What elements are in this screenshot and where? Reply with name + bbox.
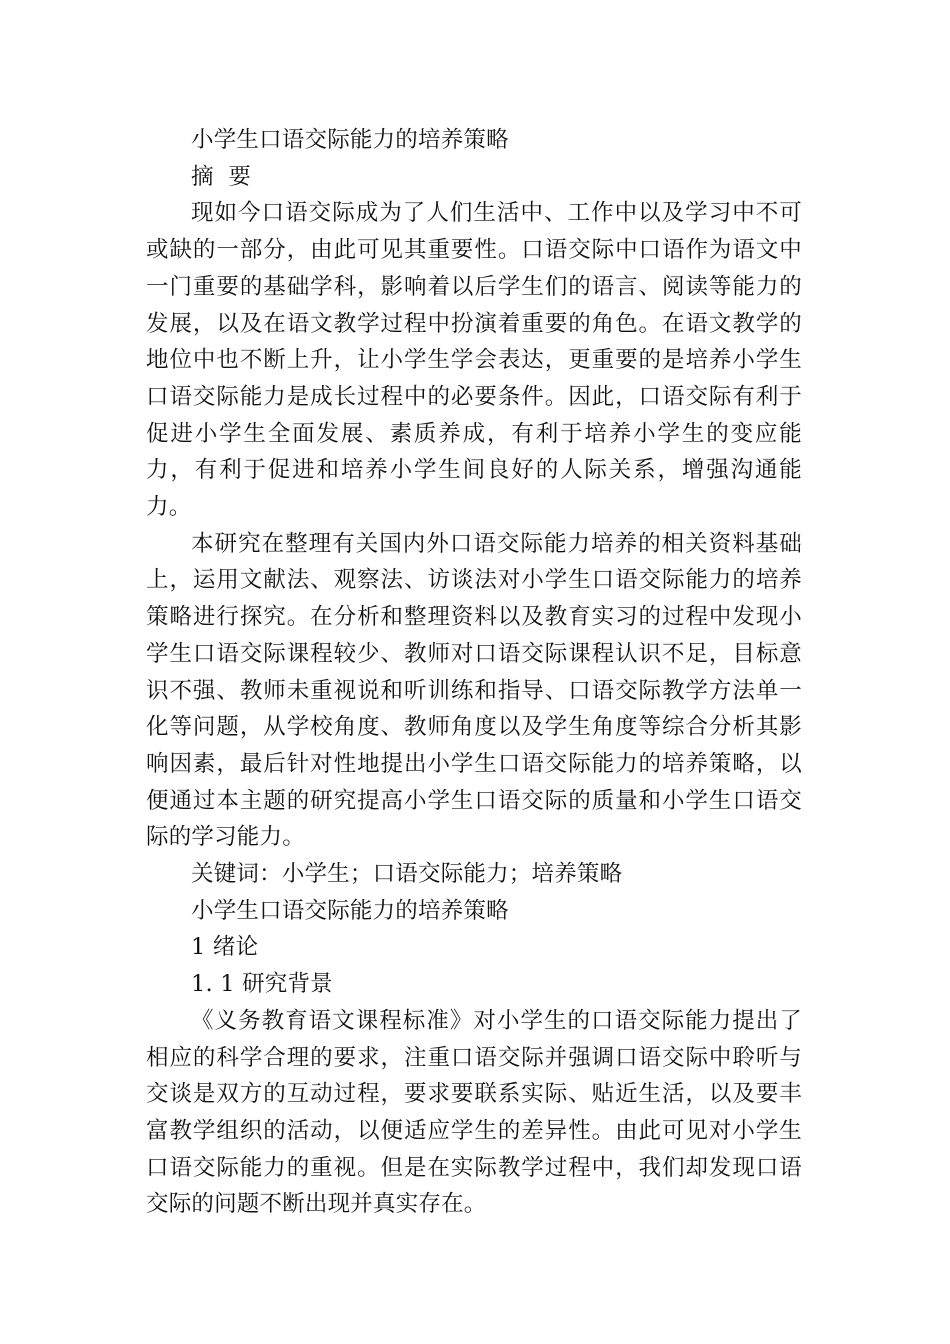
keywords-line: 关键词：小学生；口语交际能力；培养策略 bbox=[191, 861, 623, 888]
section-heading: 1 绪论 bbox=[191, 934, 259, 961]
abstract-paragraph: 现如今口语交际成为了人们生活中、工作中以及学习中不可或缺的一部分，由此可见其重要性。口语交际中口语作为语文中一门重要的基础学科，影响着以后学生们的语言、阅读等能力的发展，以及在语文教学过程中扮演着重要的角色。在语文教学的地位中也不断上升，让小学生学会表达，更重要的是培养小学生口语交际能力是成长过程中的必要条件。因此，口语交际有利于促进小学生全面发展、素质养成，有利于培养小学生的变应能力，有利于促进和培养小学生间良好的人际关系，增强沟通能力。 bbox=[146, 200, 802, 521]
abstract-paragraph: 本研究在整理有关国内外口语交际能力培养的相关资料基础上，运用文献法、观察法、访谈法对小学生口语交际能力的培养策略进行探究。在分析和整理资料以及教育实习的过程中发现小学生口语交际课程较少、教师对口语交际课程认识不足，目标意识不强、教师未重视说和听训练和指导、口语交际教学方法单一化等问题，从学校角度、教师角度以及学生角度等综合分析其影响因素，最后针对性地提出小学生口语交际能力的培养策略，以便通过本主题的研究提高小学生口语交际的质量和小学生口语交际的学习能力。 bbox=[146, 530, 802, 851]
subsection-heading: 1. 1 研究背景 bbox=[191, 971, 333, 998]
document-title-repeat: 小学生口语交际能力的培养策略 bbox=[191, 897, 509, 924]
abstract-heading: 摘 要 bbox=[191, 163, 252, 190]
body-paragraph: 《义务教育语文课程标准》对小学生的口语交际能力提出了相应的科学合理的要求，注重口语交际并强调口语交际中聆听与交谈是双方的互动过程，要求要联系实际、贴近生活，以及要丰富教学组织的活动，以便适应学生的差异性。由此可见对小学生口语交际能力的重视。但是在实际教学过程中，我们却发现口语交际的问题不断出现并真实存在。 bbox=[146, 1007, 802, 1218]
document-title: 小学生口语交际能力的培养策略 bbox=[191, 127, 509, 153]
document-body bbox=[146, 122, 802, 1223]
